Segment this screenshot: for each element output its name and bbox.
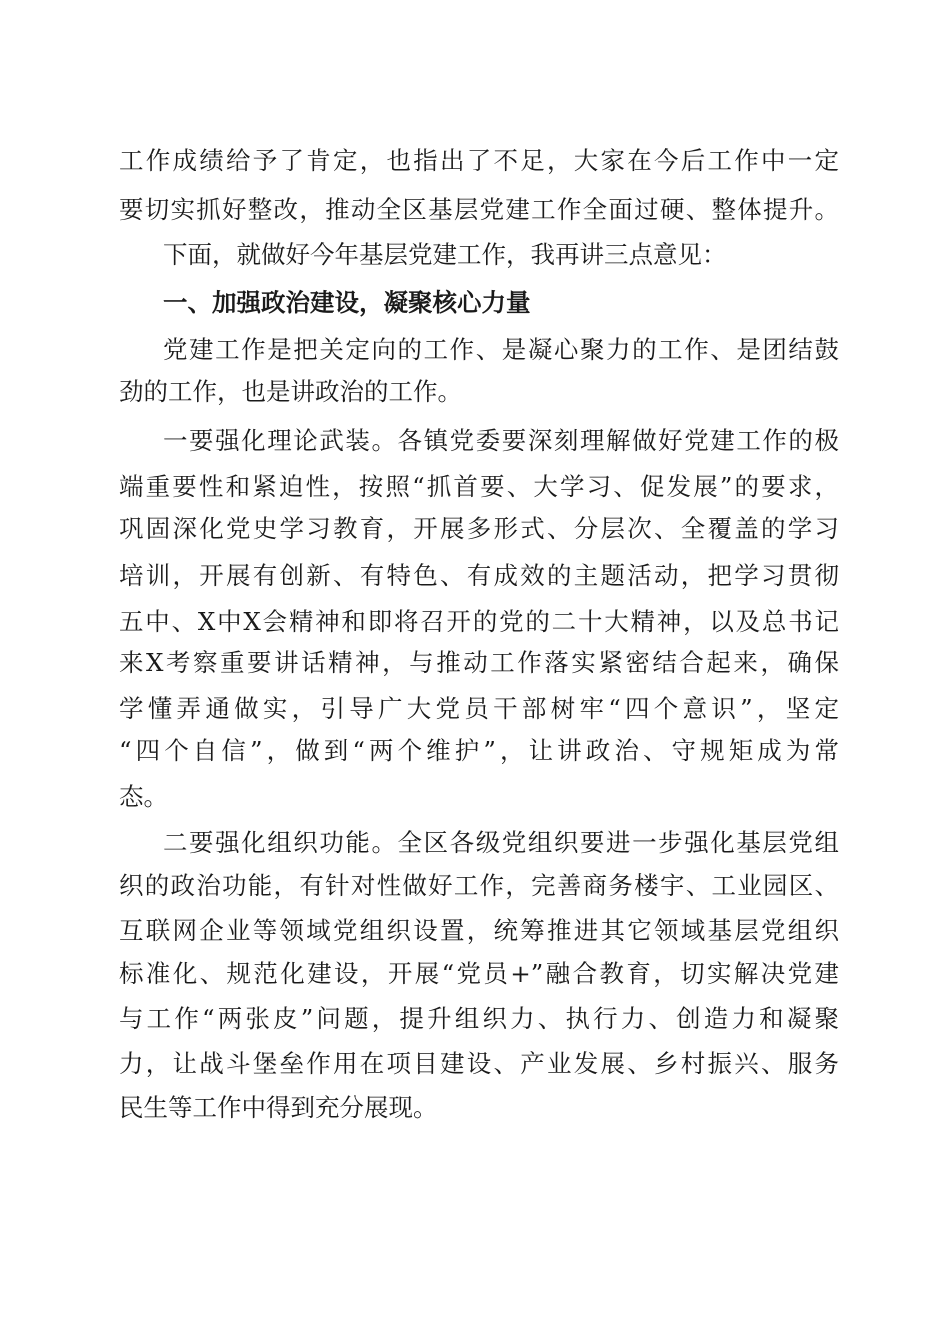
text-line: 一要强化理论武装。各镇党委要深刻理解做好党建工作的极 bbox=[163, 426, 839, 455]
text-line: 标准化、规范化建设，开展“党员+”融合教育，切实解决党建 bbox=[119, 959, 839, 988]
text-line: 劲的工作，也是讲政治的工作。 bbox=[119, 377, 462, 406]
text-line: 学懂弄通做实，引导广大党员干部树牢“四个意识”，坚定 bbox=[119, 694, 839, 723]
text-line: 工作成绩给予了肯定，也指出了不足，大家在今后工作中一定 bbox=[119, 146, 839, 175]
text-line: 力，让战斗堡垒作用在项目建设、产业发展、乡村振兴、服务 bbox=[119, 1049, 839, 1078]
text-line: 端重要性和紧迫性，按照“抓首要、大学习、促发展”的要求， bbox=[119, 472, 839, 501]
text-line: 下面，就做好今年基层党建工作，我再讲三点意见： bbox=[163, 240, 727, 269]
text-line: “四个自信”，做到“两个维护”，让讲政治、守规矩成为常 bbox=[119, 736, 839, 765]
text-line: 党建工作是把关定向的工作、是凝心聚力的工作、是团结鼓 bbox=[163, 335, 839, 364]
text-line: 织的政治功能，有针对性做好工作，完善商务楼宇、工业园区、 bbox=[119, 871, 839, 900]
text-line: 互联网企业等领域党组织设置，统筹推进其它领域基层党组织 bbox=[119, 916, 839, 945]
text-line: 来X考察重要讲话精神，与推动工作落实紧密结合起来，确保 bbox=[119, 648, 839, 677]
text-line: 二要强化组织功能。全区各级党组织要进一步强化基层党组 bbox=[163, 828, 839, 857]
text-line: 要切实抓好整改，推动全区基层党建工作全面过硬、整体提升。 bbox=[119, 195, 839, 224]
text-line: 培训，开展有创新、有特色、有成效的主题活动，把学习贯彻 bbox=[119, 561, 839, 590]
text-line: 与工作“两张皮”问题，提升组织力、执行力、创造力和凝聚 bbox=[119, 1004, 839, 1033]
text-line: 巩固深化党史学习教育，开展多形式、分层次、全覆盖的学习 bbox=[119, 514, 839, 543]
section-heading: 一、加强政治建设，凝聚核心力量 bbox=[163, 288, 531, 317]
text-line: 民生等工作中得到充分展现。 bbox=[119, 1093, 438, 1122]
text-line: 态。 bbox=[119, 782, 168, 811]
text-line: 五中、X中X会精神和即将召开的党的二十大精神，以及总书记 bbox=[119, 607, 839, 636]
